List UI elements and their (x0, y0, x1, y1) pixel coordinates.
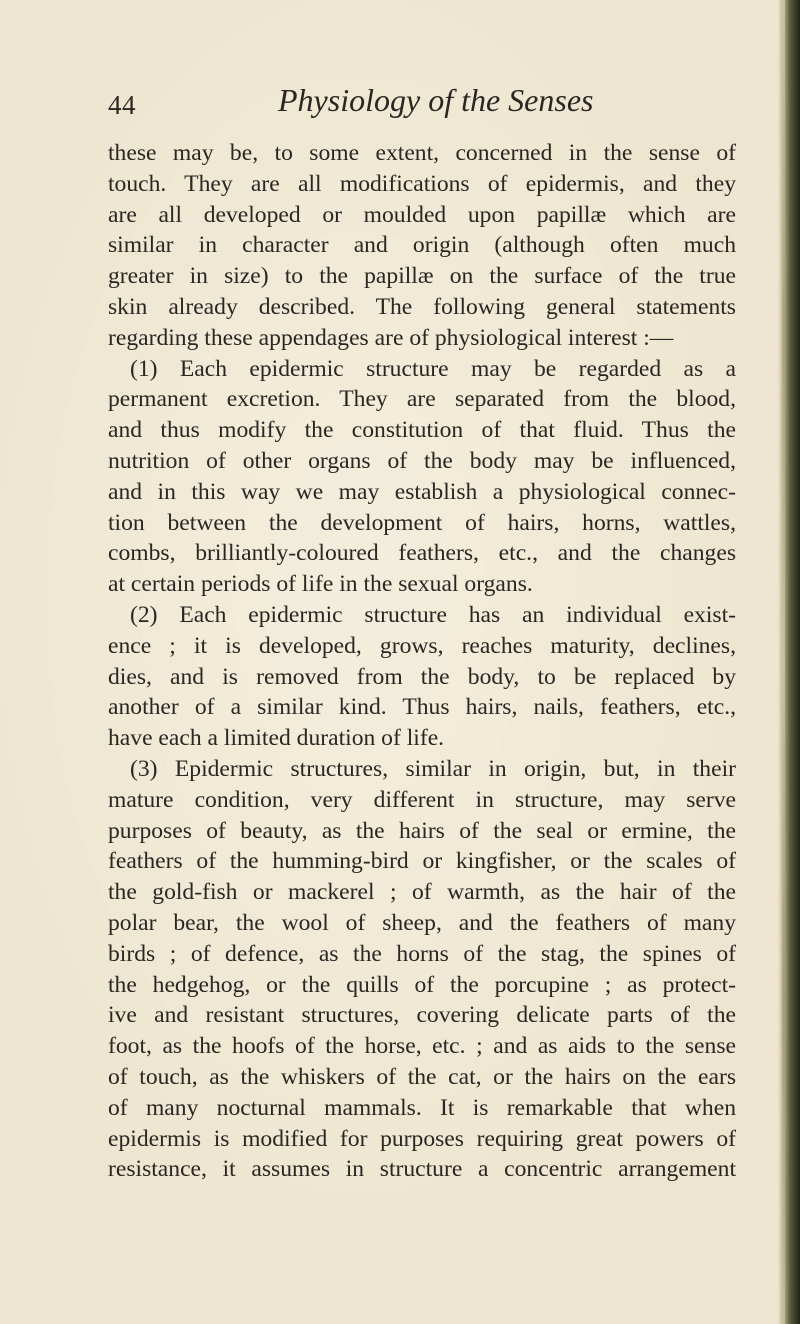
body-text (108, 138, 736, 1185)
text-line: greater in size) to the papillæ on the surface of the true (108, 263, 736, 290)
text-line: have each a limited duration of life. (108, 725, 445, 752)
text-line: touch. They are all modifications of epidermis, and they (108, 170, 736, 197)
text-line: skin already described. The following general statements (108, 293, 736, 320)
text-line: polar bear, the wool of sheep, and the feathers of many (108, 909, 736, 936)
text-line: tion between the development of hairs, horns, wattles, (108, 509, 736, 536)
text-line: the hedgehog, or the quills of the porcupine ; as protect- (108, 971, 736, 998)
page-edge-highlight (782, 0, 785, 1324)
text-line: epidermis is modified for purposes requiring great powers of (108, 1125, 736, 1152)
text-line: (3) Epidermic structures, similar in origin, but, in their (130, 755, 736, 782)
text-line: dies, and is removed from the body, to be replaced by (108, 663, 736, 690)
text-line: of touch, as the whiskers of the cat, or the hairs on the ears (108, 1063, 736, 1090)
page-number: 44 (108, 90, 136, 120)
text-line: at certain periods of life in the sexual organs. (108, 571, 533, 598)
text-line: another of a similar kind. Thus hairs, nails, feathers, etc., (108, 694, 736, 721)
text-line: are all developed or moulded upon papillæ which are (108, 201, 736, 228)
text-line: ive and resistant structures, covering delicate parts of the (108, 1002, 736, 1029)
text-line: (2) Each epidermic structure has an individual exist- (130, 601, 736, 628)
text-line: feathers of the humming-bird or kingfisher, or the scales of (108, 848, 736, 875)
text-line: the gold-fish or mackerel ; of warmth, as the hair of the (108, 879, 736, 906)
text-line: birds ; of defence, as the horns of the stag, the spines of (108, 940, 736, 967)
text-line: ence ; it is developed, grows, reaches maturity, declines, (108, 632, 736, 659)
text-line: (1) Each epidermic structure may be regarded as a (130, 355, 736, 382)
text-line: combs, brilliantly-coloured feathers, etc., and the changes (108, 540, 736, 567)
text-line: permanent excretion. They are separated from the blood, (108, 386, 736, 413)
text-line: these may be, to some extent, concerned in the sense of (108, 140, 736, 166)
text-line: nutrition of other organs of the body may be influenced, (108, 447, 736, 474)
text-line: and in this way we may establish a physiological connec- (108, 478, 736, 505)
text-line: and thus modify the constitution of that fluid. Thus the (108, 417, 736, 444)
running-head (108, 82, 736, 126)
text-line: similar in character and origin (although often much (108, 232, 736, 259)
running-title: Physiology of the Senses (278, 82, 594, 118)
text-line: mature condition, very different in structure, may serve (108, 786, 736, 813)
text-line: purposes of beauty, as the hairs of the seal or ermine, the (108, 817, 736, 844)
text-line: resistance, it assumes in structure a concentric arrangement (108, 1156, 736, 1183)
text-line: foot, as the hoofs of the horse, etc. ; and as aids to the sense (108, 1033, 736, 1060)
text-line: regarding these appendages are of physiological interest :— (108, 324, 674, 351)
text-line: of many nocturnal mammals. It is remarkable that when (108, 1094, 736, 1121)
